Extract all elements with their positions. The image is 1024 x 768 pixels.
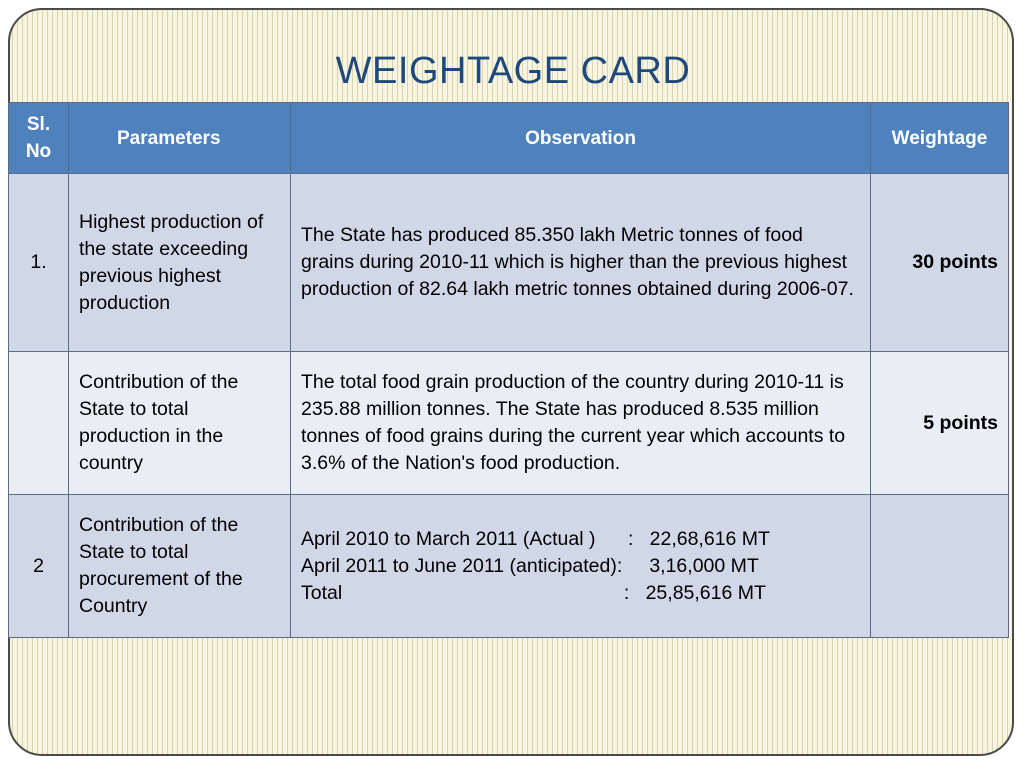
observation-cell: The total food grain production of the country during 2010-11 is 235.88 million tonnes. The State has produced 8.535 million tonnes of food grains during the current year which accounts to 3.6% of the Nation's food production. xyxy=(291,352,871,495)
parameter-cell: Contribution of the State to total production in the country xyxy=(69,352,291,495)
column-header-weightage: Weightage xyxy=(871,103,1009,174)
column-header-observation: Observation xyxy=(291,103,871,174)
parameter-cell: Highest production of the state exceeding previous highest production xyxy=(69,174,291,352)
sl-no-cell: 1. xyxy=(9,174,69,352)
weightage-table xyxy=(8,102,1009,638)
parameter-cell: Contribution of the State to total procurement of the Country xyxy=(69,495,291,638)
slide-title: WEIGHTAGE CARD xyxy=(335,50,691,92)
table-header-row xyxy=(9,103,1009,174)
procurement-line-anticipated: April 2011 to June 2011 (anticipated): 3,16,000 MT xyxy=(301,554,759,577)
procurement-line-actual: April 2010 to March 2011 (Actual ) : 22,68,616 MT xyxy=(301,527,770,550)
observation-cell xyxy=(291,495,871,638)
column-header-sl-no: Sl. No xyxy=(9,103,69,174)
sl-no-cell xyxy=(9,352,69,495)
procurement-line-total: Total : 25,85,616 MT xyxy=(301,581,766,604)
observation-cell: The State has produced 85.350 lakh Metric tonnes of food grains during 2010-11 which is higher than the previous highest production of 82.64 lakh metric tonnes obtained during 2006-07. xyxy=(291,174,871,352)
table-row xyxy=(9,352,1009,495)
weightage-cell xyxy=(871,495,1009,638)
table-row xyxy=(9,495,1009,638)
weightage-cell: 30 points xyxy=(871,174,1009,352)
table-row xyxy=(9,174,1009,352)
column-header-parameters: Parameters xyxy=(69,103,291,174)
weightage-cell: 5 points xyxy=(871,352,1009,495)
sl-no-cell: 2 xyxy=(9,495,69,638)
